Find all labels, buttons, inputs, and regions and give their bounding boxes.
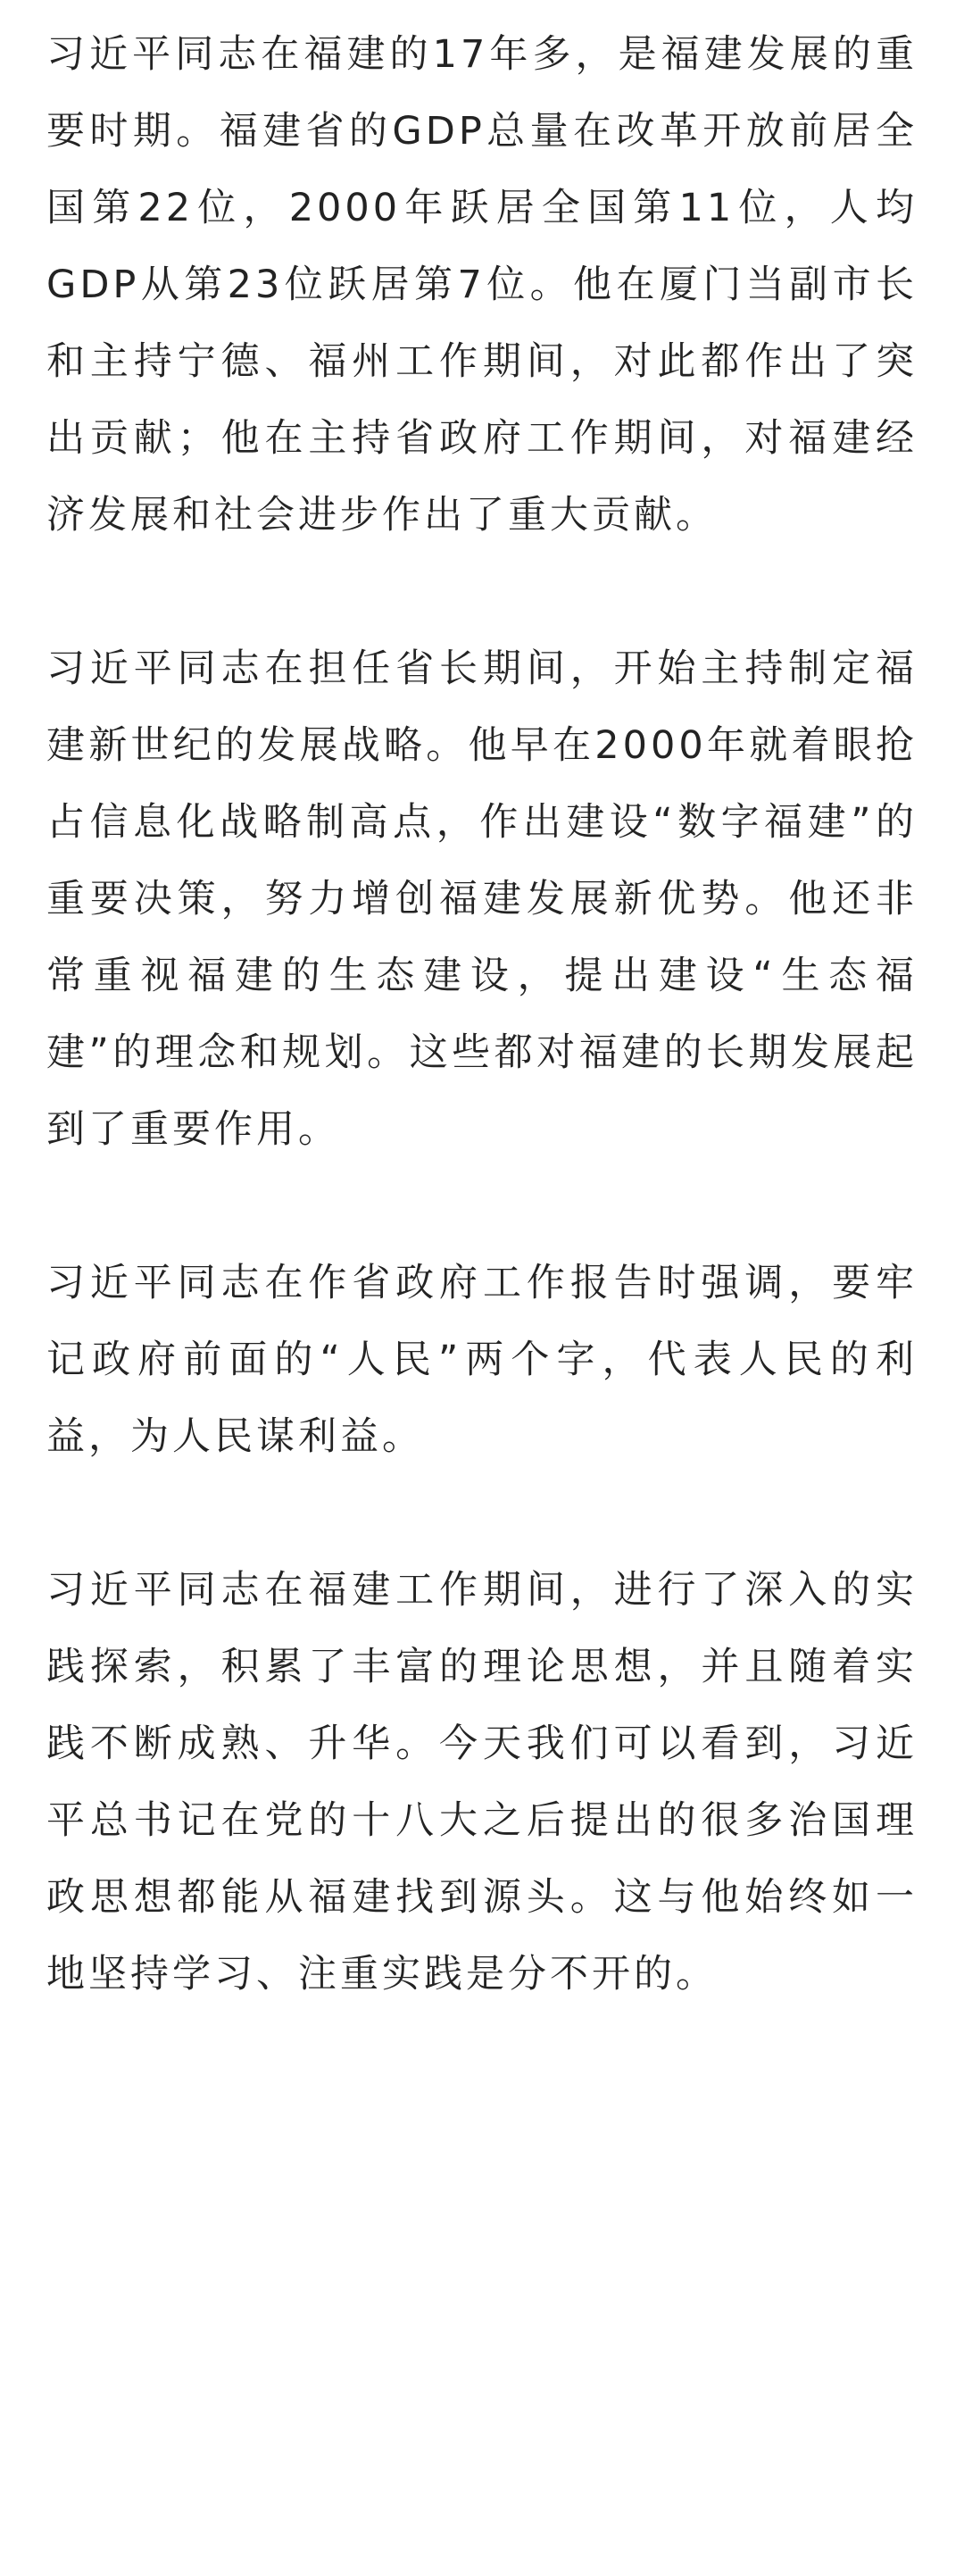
paragraph-government-report: 习近平同志在作省政府工作报告时强调，要牢记政府前面的“人民”两个字，代表人民的利益，为人民谋利益。	[46, 1261, 918, 1459]
paragraph-fujian-development: 习近平同志在福建的17年多，是福建发展的重要时期。福建省的GDP总量在改革开放前居全国第22位，2000年跃居全国第11位，人均GDP从第23位跃居第7位。他在厦门当副市长和主持宁德、福州工作期间，对此都作出了突出贡献；他在主持省政府工作期间，对福建经济发展和社会进步作出了重大贡献。	[46, 32, 918, 538]
article-body	[46, 0, 918, 2013]
paragraph-development-strategy: 习近平同志在担任省长期间，开始主持制定福建新世纪的发展战略。他早在2000年就着眼抢占信息化战略制高点，作出建设“数字福建”的重要决策，努力增创福建发展新优势。他还非常重视福建的生态建设，提出建设“生态福建”的理念和规划。这些都对福建的长期发展起到了重要作用。	[46, 646, 918, 1152]
paragraph-practice-exploration: 习近平同志在福建工作期间，进行了深入的实践探索，积累了丰富的理论思想，并且随着实践不断成熟、升华。今天我们可以看到，习近平总书记在党的十八大之后提出的很多治国理政思想都能从福建找到源头。这与他始终如一地坚持学习、注重实践是分不开的。	[46, 1568, 918, 1997]
